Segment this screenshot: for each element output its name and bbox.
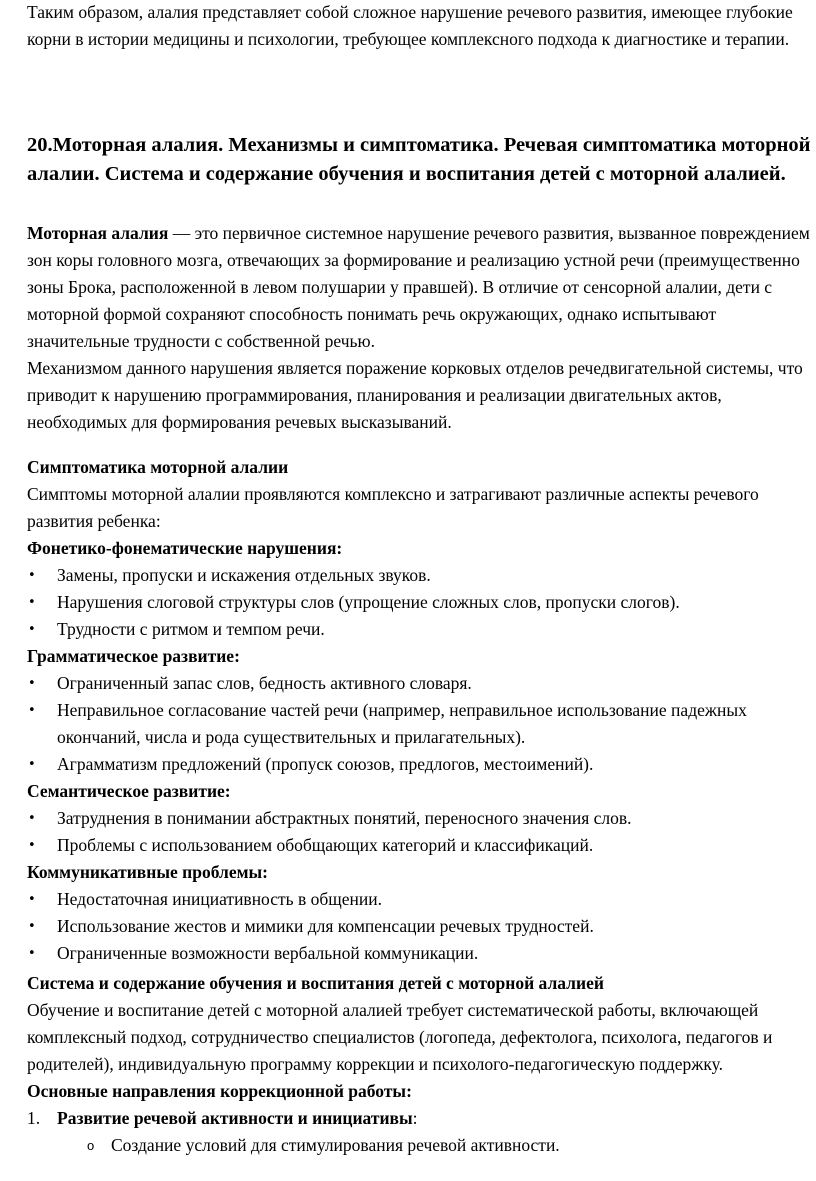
list-item: • Ограниченные возможности вербальной коммуникации. [27, 940, 816, 967]
definition-paragraph [27, 220, 816, 355]
system-title: Система и содержание обучения и воспитания детей с моторной алалией [27, 973, 604, 993]
definition-block [27, 220, 816, 436]
group-title: Семантическое развитие: [27, 781, 231, 801]
definition-term: Моторная алалия [27, 223, 169, 243]
list-item: • Трудности с ритмом и темпом речи. [27, 616, 816, 643]
intro-paragraph: Таким образом, алалия представляет собой сложное нарушение речевого развития, имеющее глубокие корни в истории медицины и психологии, требующее комплексного подхода к диагностике и терапии. [27, 2, 793, 49]
group-title: Коммуникативные проблемы: [27, 862, 269, 882]
sub-list-item [27, 1132, 816, 1159]
group-title: Фонетико-фонематические нарушения: [27, 538, 343, 558]
direction-title: Развитие речевой активности и инициативы [57, 1108, 413, 1128]
list-item: • Недостаточная инициативность в общении. [27, 886, 816, 913]
circle-bullet-icon: o [87, 1138, 95, 1153]
list-item: • Нарушения слоговой структуры слов (упрощение сложных слов, пропуски слогов). [27, 589, 816, 616]
list-item: • Проблемы с использованием обобщающих категорий и классификаций. [27, 832, 816, 859]
bullet-list [27, 886, 816, 967]
group-title: Грамматическое развитие: [27, 646, 240, 666]
list-item: • Использование жестов и мимики для компенсации речевых трудностей. [27, 913, 816, 940]
list-item: • Затруднения в понимании абстрактных понятий, переносного значения слов. [27, 805, 816, 832]
bullet-list [27, 562, 816, 643]
list-item: • Замены, пропуски и искажения отдельных звуков. [27, 562, 816, 589]
section-heading: 20.Моторная алалия. Механизмы и симптоматика. Речевая симптоматика моторной алалии. Система и содержание обучения и воспитания детей с моторной алалией. [27, 134, 811, 185]
system-intro: Обучение и воспитание детей с моторной алалией требует систематической работы, включающей комплексный подход, сотрудничество специалистов (логопеда, дефектолога, психолога, педагогов и родителей), индивидуальную программу коррекции и психолого-педагогическую поддержку. [27, 1000, 773, 1074]
symptoms-intro: Симптомы моторной алалии проявляются комплексно и затрагивают различные аспекты речевого развития ребенка: [27, 484, 759, 531]
item-number: 1. [27, 1108, 41, 1128]
sub-item-text: Создание условий для стимулирования речевой активности. [111, 1135, 560, 1155]
list-item: • Аграмматизм предложений (пропуск союзов, предлогов, местоимений). [27, 751, 816, 778]
system-section [27, 970, 816, 1159]
list-item: • Ограниченный запас слов, бедность активного словаря. [27, 670, 816, 697]
bullet-list [27, 805, 816, 859]
mechanism-paragraph: Механизмом данного нарушения является поражение корковых отделов речедвигательной системы, что приводит к нарушению программирования, планирования и реализации двигательных актов, необходимых для формирования речевых высказываний. [27, 358, 803, 432]
list-item: • Неправильное согласование частей речи (например, неправильное использование падежных окончаний, числа и рода существительных и прилагательных). [27, 697, 816, 751]
symptoms-section [27, 454, 816, 967]
symptoms-title: Симптоматика моторной алалии [27, 457, 289, 477]
directions-title: Основные направления коррекционной работы: [27, 1081, 412, 1101]
direction-colon: : [412, 1108, 418, 1128]
definition-text: — это первичное системное нарушение речевого развития, вызванное повреждением зон коры головного мозга, отвечающих за формирование и реализацию устной речи (преимущественно зоны Брока, расположенной в левом полушарии у правшей). В отличие от сенсорной алалии, дети с моторной формой сохраняют способность понимать речь окружающих, однако испытывают значительные трудности с собственной речью. [27, 223, 810, 351]
numbered-item [27, 1105, 816, 1132]
sub-list [27, 1132, 816, 1159]
bullet-list [27, 670, 816, 778]
